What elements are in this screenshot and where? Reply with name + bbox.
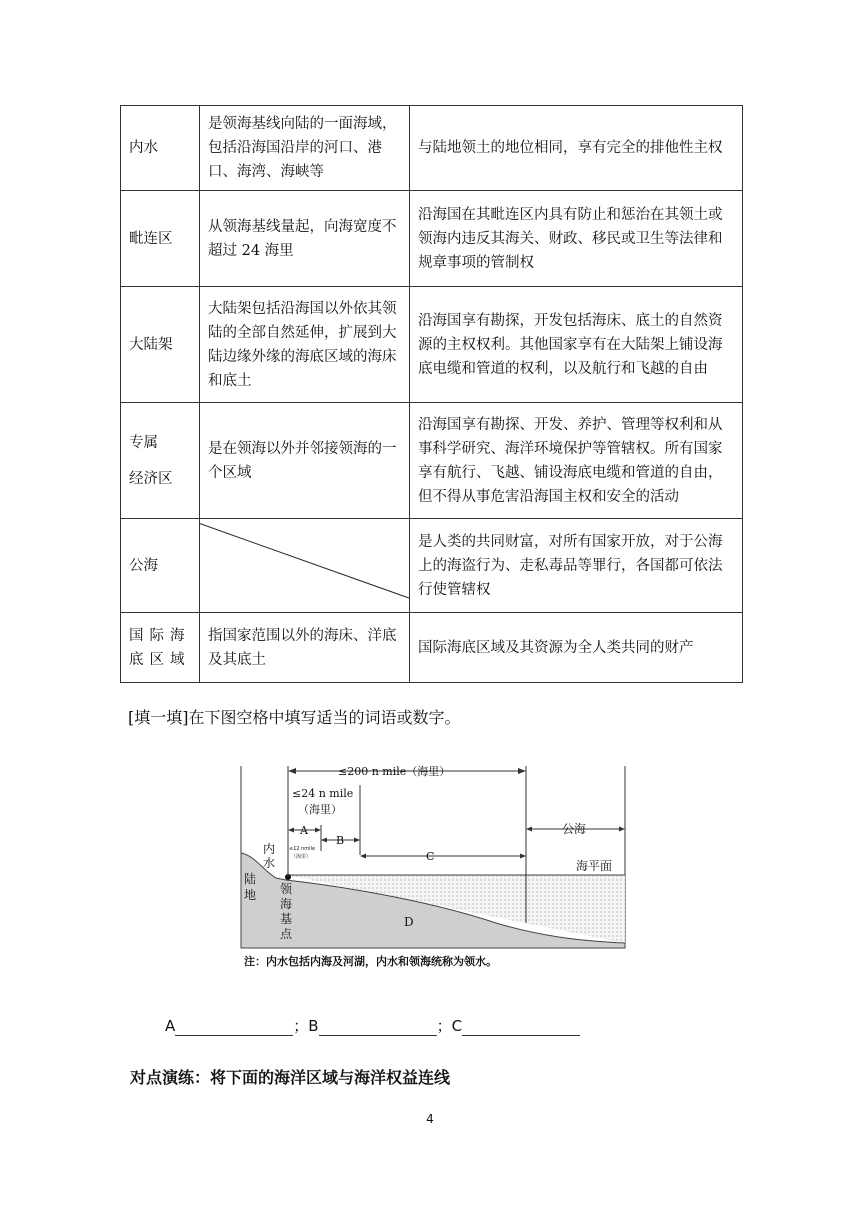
label-baseline: 基 (280, 912, 293, 926)
zone-cell: 内水 (121, 106, 200, 191)
definition-cell: 从领海基线量起，向海宽度不超过 24 海里 (200, 191, 410, 287)
page-number: 4 (426, 1112, 434, 1126)
label-A: A (300, 824, 308, 837)
ocean-zones-table (120, 105, 743, 683)
label-sea-level: 海平面 (576, 859, 613, 873)
table-row (121, 519, 743, 613)
rights-cell: 国际海底区域及其资源为全人类共同的财产 (410, 613, 743, 683)
answer-label-b: ；B (293, 1017, 319, 1035)
label-baseline: 海 (280, 897, 293, 911)
table-row (121, 403, 743, 519)
zone-cell: 毗连区 (121, 191, 200, 287)
label-B: B (336, 834, 345, 847)
answer-blank-b[interactable] (319, 1019, 437, 1036)
zone-cell (121, 403, 200, 519)
label-inner-water: 内 (263, 842, 276, 856)
label-C: C (426, 850, 435, 863)
label-land: 陆 (244, 872, 257, 886)
label-inner-water: 水 (263, 856, 276, 870)
label-24nm: ≤24 n mile (292, 787, 354, 800)
rights-cell: 沿海国享有勘探、开发、养护、管理等权利和从事科学研究、海洋环境保护等管辖权。所有国家享有航行、飞越、铺设海底电缆和管道的自由，但不得从事危害沿海国主权和安全的活动 (410, 403, 743, 519)
answer-label-c: ；C (436, 1017, 463, 1035)
label-land: 地 (244, 888, 257, 902)
answer-blanks (165, 1015, 580, 1036)
definition-cell: 是在领海以外并邻接领海的一个区域 (200, 403, 410, 519)
figure-note: 注：内水包括内海及河湖，内水和领海统称为领水。 (244, 955, 497, 968)
answer-blank-c[interactable] (462, 1019, 580, 1036)
practice-title: 对点演练：将下面的海洋区域与海洋权益连线 (130, 1068, 451, 1087)
answer-label-a: A (165, 1017, 176, 1035)
table-row (121, 613, 743, 683)
ocean-diagram (236, 763, 626, 973)
zone-cell: 公海 (121, 519, 200, 613)
zone-line: 专属 (129, 434, 158, 451)
label-12nm: ≤12 nmile (289, 846, 316, 852)
label-12nm-sub: （海里） (291, 854, 312, 860)
table-row (121, 287, 743, 403)
definition-cell: 大陆架包括沿海国以外依其领陆的全部自然延伸，扩展到大陆边缘外缘的海底区域的海床和底土 (200, 287, 410, 403)
label-baseline: 点 (280, 927, 293, 941)
label-baseline: 领 (280, 882, 293, 896)
rights-cell: 沿海国享有勘探，开发包括海床、底土的自然资源的主权权利。其他国家享有在大陆架上铺设海底电缆和管道的权利，以及航行和飞越的自由 (410, 287, 743, 403)
label-24nm-sub: （海里） (298, 803, 342, 816)
rights-cell: 沿海国在其毗连区内具有防止和惩治在其领土或领海内违反其海关、财政、移民或卫生等法律和规章事项的管制权 (410, 191, 743, 287)
zone-cell: 国际海底区域 (121, 613, 200, 683)
table-row (121, 191, 743, 287)
definition-cell: 指国家范围以外的海床、洋底及其底土 (200, 613, 410, 683)
label-high-seas: 公海 (562, 822, 587, 836)
table-row (121, 106, 743, 191)
zone-cell: 大陆架 (121, 287, 200, 403)
empty-diagonal-cell (200, 519, 410, 613)
fill-in-title: [填一填]在下图空格中填写适当的词语或数字。 (128, 708, 461, 727)
diagonal-line (200, 519, 409, 612)
definition-cell: 是领海基线向陆的一面海域，包括沿海国沿岸的河口、港口、海湾、海峡等 (200, 106, 410, 191)
answer-blank-a[interactable] (175, 1019, 293, 1036)
rights-cell: 是人类的共同财富，对所有国家开放，对于公海上的海盗行为、走私毒品等罪行，各国都可依法行使管辖权 (410, 519, 743, 613)
rights-cell: 与陆地领土的地位相同，享有完全的排他性主权 (410, 106, 743, 191)
zone-line: 经济区 (129, 470, 173, 487)
label-200nm: ≤200 n mile（海里） (338, 765, 451, 778)
label-D: D (404, 915, 414, 929)
ocean-zones-figure (236, 763, 626, 973)
